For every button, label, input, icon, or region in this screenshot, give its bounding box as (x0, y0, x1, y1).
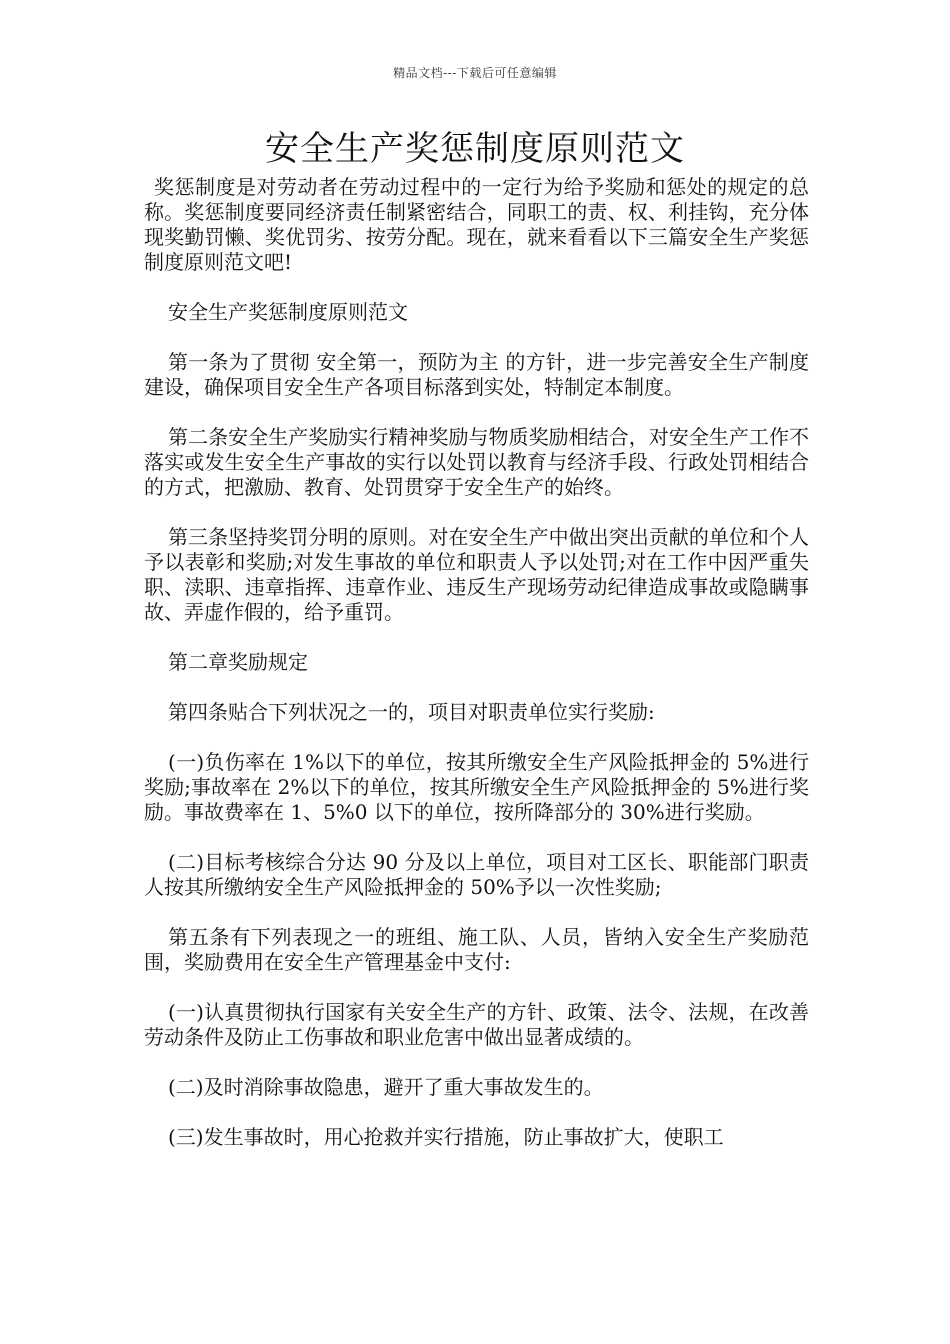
article-2: 第二条安全生产奖励实行精神奖励与物质奖励相结合，对安全生产工作不落实或发生安全生产事故的实行以处罚以教育与经济手段、行政处罚相结合的方式，把激励、教育、处罚贯穿于安全生产的始终。 (144, 425, 809, 499)
document-body (144, 175, 809, 1175)
intro-paragraph: 奖惩制度是对劳动者在劳动过程中的一定行为给予奖励和惩处的规定的总称。奖惩制度要同经济责任制紧密结合，同职工的责、权、利挂钩，充分体现奖勤罚懒、奖优罚劣、按劳分配。现在，就来看看以下三篇安全生产奖惩制度原则范文吧! (144, 175, 809, 274)
article-3: 第三条坚持奖罚分明的原则。对在安全生产中做出突出贡献的单位和个人予以表彰和奖励;对发生事故的单位和职责人予以处罚;对在工作中因严重失职、渎职、违章指挥、违章作业、违反生产现场劳动纪律造成事故或隐瞒事故、弄虚作假的，给予重罚。 (144, 525, 809, 624)
article-4-item-2: (二)目标考核综合分达 90 分及以上单位，项目对工区长、职能部门职责人按其所缴纳安全生产风险抵押金的 50%予以一次性奖励; (144, 850, 809, 899)
page-header: 精品文档---下载后可任意编辑 (393, 66, 557, 80)
section-heading: 安全生产奖惩制度原则范文 (168, 300, 408, 324)
article-5-item-1: (一)认真贯彻执行国家有关安全生产的方针、政策、法令、法规，在改善劳动条件及防止工伤事故和职业危害中做出显著成绩的。 (144, 1000, 809, 1049)
article-5: 第五条有下列表现之一的班组、施工队、人员，皆纳入安全生产奖励范围，奖励费用在安全生产管理基金中支付: (144, 925, 809, 974)
article-5-item-3: (三)发生事故时，用心抢救并实行措施，防止事故扩大，使职工 (168, 1125, 724, 1149)
article-5-item-2: (二)及时消除事故隐患，避开了重大事故发生的。 (168, 1075, 604, 1099)
chapter-heading: 第二章奖励规定 (168, 650, 308, 674)
article-4: 第四条贴合下列状况之一的，项目对职责单位实行奖励: (168, 700, 655, 724)
document-title: 安全生产奖惩制度原则范文 (265, 129, 685, 169)
article-1: 第一条为了贯彻 安全第一，预防为主 的方针，进一步完善安全生产制度建设，确保项目安全生产各项目标落到实处，特制定本制度。 (144, 350, 809, 399)
article-4-item-1: (一)负伤率在 1%以下的单位，按其所缴安全生产风险抵押金的 5%进行奖励;事故率在 2%以下的单位，按其所缴安全生产风险抵押金的 5%进行奖励。事故费率在 1、5%0 以下的单位，按所降部分的 30%进行奖励。 (144, 750, 809, 824)
